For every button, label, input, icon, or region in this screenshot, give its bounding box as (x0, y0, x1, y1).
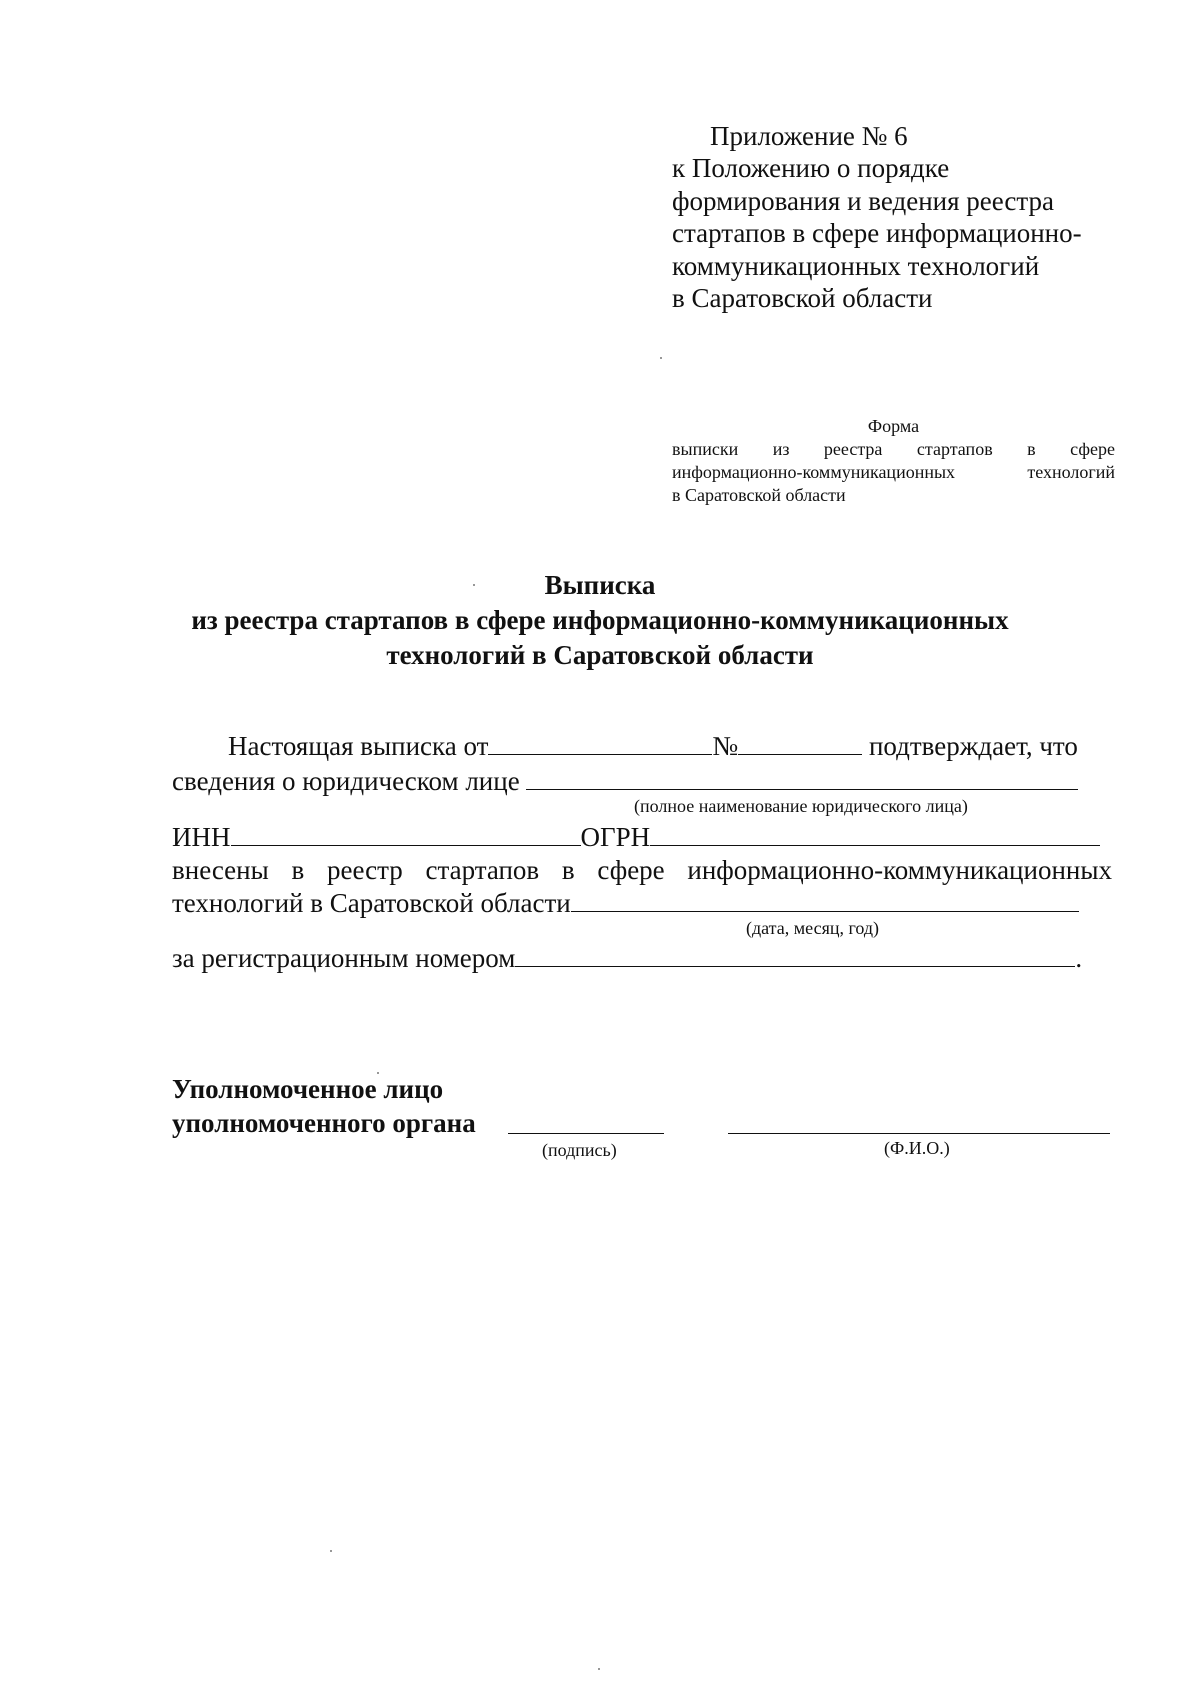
scan-speck (330, 1550, 332, 1552)
form-label (672, 415, 1115, 507)
appendix-line: к Положению о порядке (672, 153, 950, 184)
form-line-3: в Саратовской области (672, 485, 846, 505)
scan-speck (660, 357, 662, 359)
legal-entity-label: сведения о юридическом лице (172, 766, 520, 796)
appendix-line: стартапов в сфере информационно- (672, 218, 1082, 249)
form-line-2 (672, 461, 1115, 484)
authority-label: уполномоченного органа (172, 1108, 476, 1138)
date-field[interactable] (488, 732, 712, 755)
title-line-3: технологий в Саратовской области (386, 640, 814, 670)
body-line-4 (172, 855, 1112, 886)
form-word: сфере (1070, 439, 1115, 459)
body-line-2 (172, 766, 1078, 797)
title-line-2: из реестра стартапов в сфере информационно-коммуникационных (191, 605, 1009, 635)
appendix-number: Приложение № 6 (710, 121, 908, 151)
body-word: сфере (597, 855, 665, 885)
registration-number-field[interactable] (515, 944, 1075, 967)
period: . (1075, 943, 1083, 973)
signature-field[interactable] (508, 1133, 664, 1134)
form-word: стартапов (916, 439, 993, 459)
document-title (0, 568, 1200, 673)
body-line-1 (228, 731, 1078, 762)
ogrn-field[interactable] (650, 823, 1100, 846)
extract-intro-text: Настоящая выписка от (228, 731, 489, 761)
form-title: Форма (867, 416, 920, 436)
authorized-person-label: Уполномоченное лицо (172, 1074, 444, 1104)
body-word: в (561, 855, 575, 885)
body-word: в (291, 855, 305, 885)
registry-text: технологий в Саратовской области (172, 888, 571, 918)
appendix-line: коммуникационных технологий (672, 250, 1040, 281)
form-word: информационно-коммуникационных (672, 462, 956, 482)
appendix-header (672, 120, 1112, 314)
body-word: реестр (326, 855, 403, 885)
legal-entity-caption: (полное наименование юридического лица) (634, 796, 968, 816)
form-word: в (1027, 439, 1036, 459)
body-word: внесены (172, 855, 269, 885)
form-word: технологий (1027, 462, 1115, 482)
full-name-field[interactable] (728, 1133, 1110, 1134)
registration-number-label: за регистрационным номером (172, 943, 516, 973)
body-line-5 (172, 888, 1079, 919)
title-line-1: Выписка (544, 570, 656, 600)
date-caption: (дата, месяц, год) (746, 918, 880, 938)
inn-label: ИНН (172, 822, 231, 852)
legal-entity-name-field[interactable] (526, 767, 1078, 790)
number-sign: № (712, 731, 739, 761)
confirms-text: подтверждает, что (868, 731, 1078, 761)
form-word: реестра (823, 439, 883, 459)
form-word: выписки (672, 439, 739, 459)
extract-number-field[interactable] (738, 732, 862, 755)
full-name-caption: (Ф.И.О.) (884, 1138, 950, 1158)
ogrn-label: ОГРН (580, 822, 651, 852)
scan-speck (598, 1668, 600, 1670)
scan-speck (473, 584, 475, 586)
body-line-3 (172, 822, 1100, 853)
signature-caption: (подпись) (542, 1140, 617, 1160)
form-word: из (772, 439, 790, 459)
form-line-1 (672, 438, 1115, 461)
appendix-line: формирования и ведения реестра (672, 185, 1055, 216)
registration-date-field[interactable] (571, 889, 1079, 912)
body-line-6 (172, 943, 1082, 974)
inn-field[interactable] (231, 823, 581, 846)
body-word: информационно-коммуникационных (687, 855, 1112, 885)
body-word: стартапов (425, 855, 540, 885)
appendix-line: в Саратовской области (672, 283, 933, 314)
scan-speck (377, 1072, 379, 1074)
